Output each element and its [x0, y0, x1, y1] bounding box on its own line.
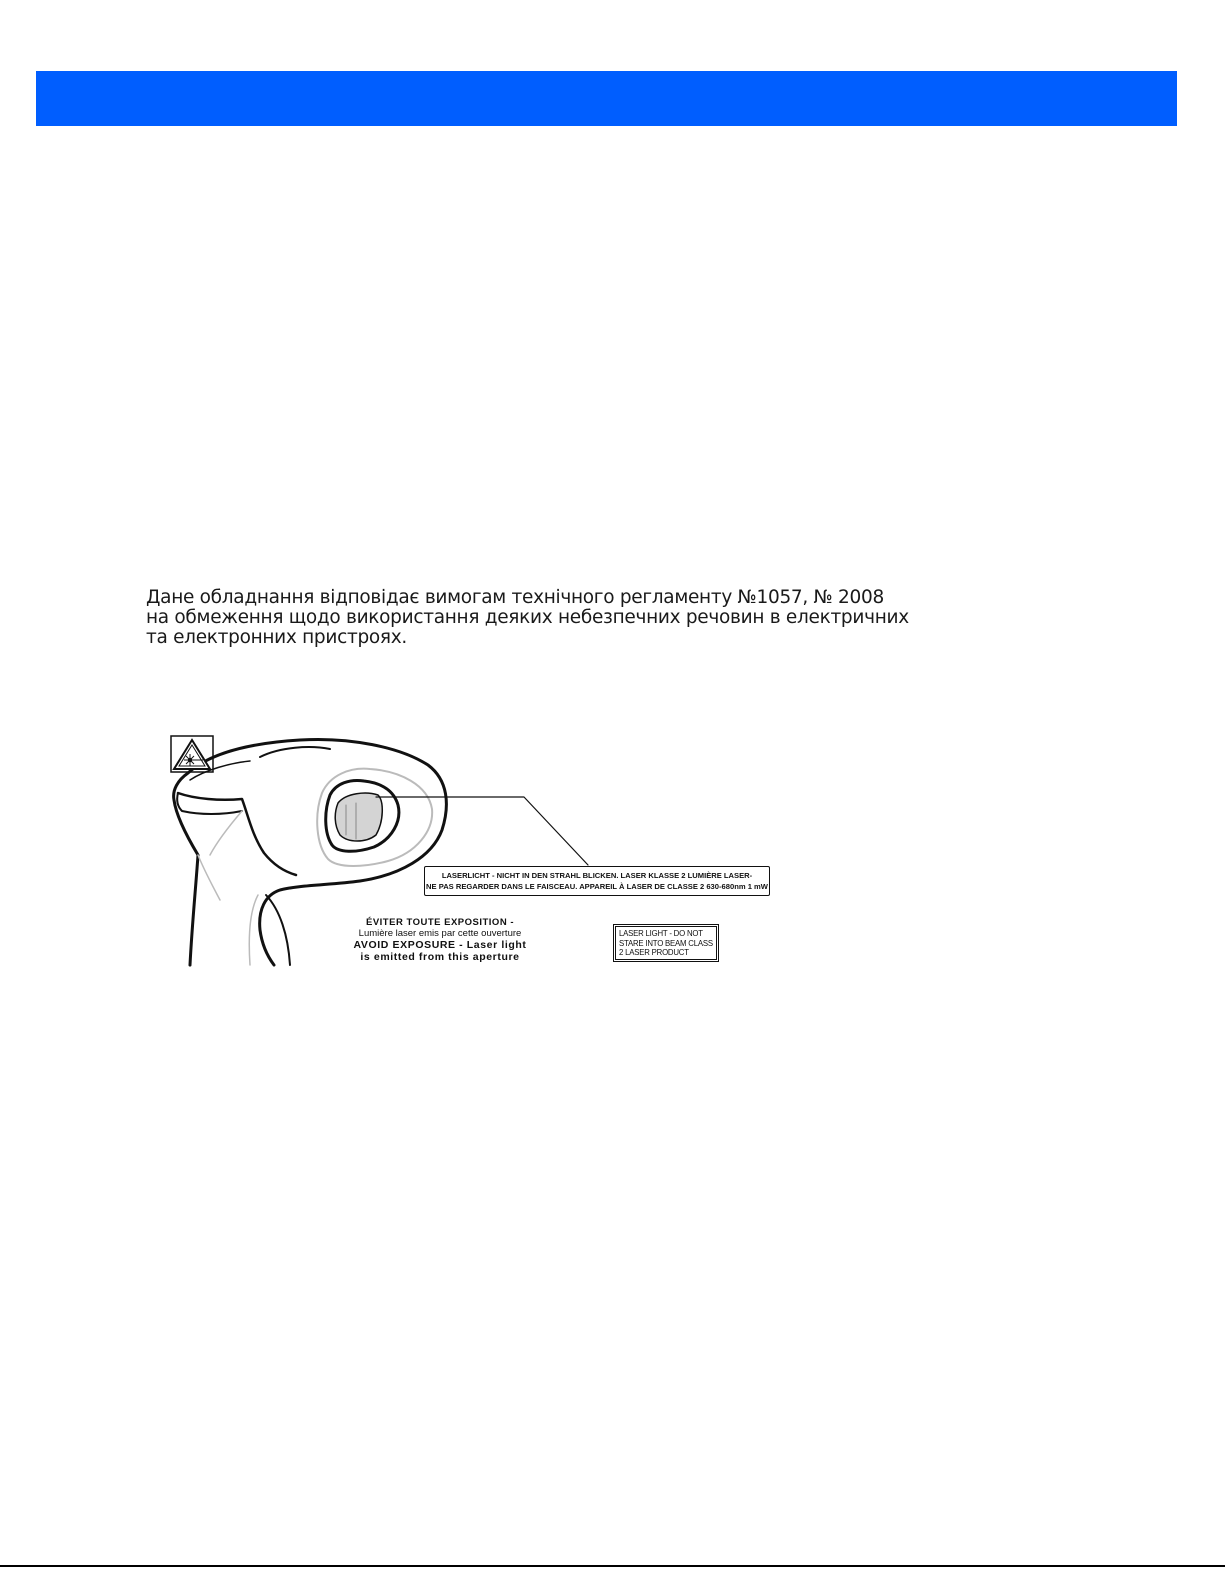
label-en-line-1: LASER LIGHT - DO NOT — [619, 929, 703, 938]
scanner-laser-label-figure — [170, 735, 780, 967]
notice-line-2: на обмеження щодо використання деяких небезпечних речовин в електричних — [146, 607, 909, 628]
notice-line-1: Дане обладнання відповідає вимогам технічного регламенту №1057, № 2008 — [146, 587, 884, 608]
aperture-line-3: AVOID EXPOSURE - Laser light — [353, 939, 527, 951]
header-bar — [36, 71, 1177, 126]
label-de-fr-line-1: LASERLICHT - NICHT IN DEN STRAHL BLICKEN. LASER KLASSE 2 LUMIÈRE LASER- — [441, 871, 753, 880]
notice-line-3: та електронних пристроях. — [146, 627, 407, 648]
laser-warning-label-de-fr — [424, 866, 770, 896]
label-en-line-2: STARE INTO BEAM CLASS — [619, 938, 713, 948]
aperture-line-4: is emitted from this aperture — [360, 951, 520, 963]
laser-warning-icon — [170, 735, 214, 773]
laser-warning-label-en — [613, 924, 719, 962]
aperture-line-1: ÉVITER TOUTE EXPOSITION - — [366, 917, 514, 928]
ukraine-rohs-notice — [146, 587, 909, 648]
aperture-line-2: Lumière laser emis par cette ouverture — [358, 928, 522, 939]
label-en-line-3: 2 LASER PRODUCT — [619, 948, 689, 957]
aperture-warning-label — [340, 917, 540, 963]
label-de-fr-line-2: NE PAS REGARDER DANS LE FAISCEAU. APPAREIL À LASER DE CLASSE 2 630-680nm 1 mW — [426, 882, 768, 891]
page-bottom-rule — [0, 1565, 1225, 1567]
